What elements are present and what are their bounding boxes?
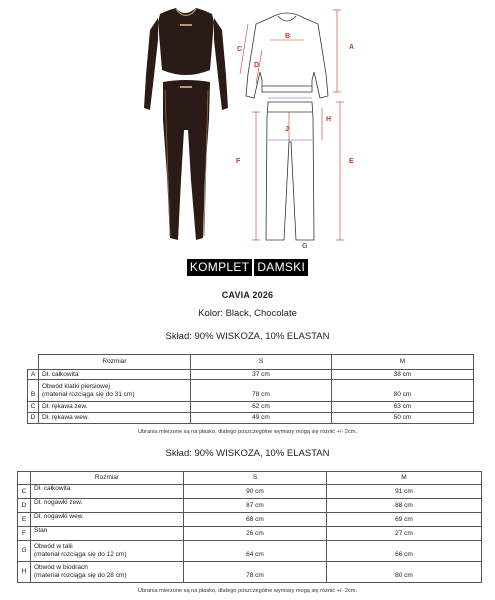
row-name: Dł. nogawki zew. bbox=[31, 499, 184, 513]
table-row bbox=[18, 562, 482, 583]
row-name: Dł. rękawa wew. bbox=[39, 413, 191, 424]
product-illustration bbox=[0, 0, 495, 252]
table-header-row bbox=[28, 355, 474, 370]
dim-label-b: B bbox=[285, 33, 291, 40]
row-value-m: 69 cm bbox=[327, 513, 482, 527]
row-letter: E bbox=[18, 513, 31, 527]
row-value-s: 64 cm bbox=[184, 541, 327, 562]
row-name: Stan bbox=[31, 527, 184, 541]
top-size-table bbox=[27, 354, 474, 424]
dim-label-h: H bbox=[326, 116, 332, 123]
row-letter: G bbox=[18, 541, 31, 562]
row-letter: C bbox=[28, 402, 39, 413]
product-color: Kolor: Black, Chocolate bbox=[198, 308, 297, 319]
row-name: Dł. całkowita bbox=[31, 485, 184, 499]
row-name: Dł. nogawki wew. bbox=[31, 513, 184, 527]
dim-label-f: F bbox=[236, 158, 241, 165]
header-cell-size: Rozmiar bbox=[39, 355, 191, 370]
row-letter: D bbox=[18, 499, 31, 513]
dim-label-d: D bbox=[254, 62, 260, 69]
row-value-m: 88 cm bbox=[327, 499, 482, 513]
row-name: Dł. rękawa zew. bbox=[39, 402, 191, 413]
row-value-s: 62 cm bbox=[191, 402, 332, 413]
table-row bbox=[18, 527, 482, 541]
row-value-m: 50 cm bbox=[332, 413, 474, 424]
top-table-note: Ubrania mierzone są na płasko, dlatego poszczególne wymiary mogą się różnić +/- 2cm. bbox=[137, 429, 358, 435]
table-row bbox=[28, 413, 474, 424]
row-name: Obwód klatki piersiowej bbox=[42, 382, 110, 390]
row-name-sub: (materiał rozciąga się do 28 cm) bbox=[34, 572, 127, 579]
bottom-size-table bbox=[17, 471, 482, 583]
row-value-s: 37 cm bbox=[191, 370, 332, 380]
header-cell-letter bbox=[28, 355, 39, 370]
model-photo bbox=[144, 8, 228, 240]
row-letter: C bbox=[18, 485, 31, 499]
row-value-m: 80 cm bbox=[332, 380, 474, 402]
table-header-row bbox=[18, 472, 482, 485]
badge-damski: DAMSKI bbox=[254, 259, 308, 276]
product-figure bbox=[0, 0, 495, 252]
table-row bbox=[18, 513, 482, 527]
row-value-s: 78 cm bbox=[184, 562, 327, 583]
table-row bbox=[18, 485, 482, 499]
header-cell-size: Rozmiar bbox=[31, 472, 184, 485]
header-cell-letter bbox=[18, 472, 31, 485]
row-name: Obwód w biodrach bbox=[34, 564, 88, 571]
row-name-cell bbox=[31, 541, 184, 562]
row-name: Obwód w talii bbox=[34, 543, 73, 550]
product-name: CAVIA 2026 bbox=[221, 290, 274, 300]
row-letter: F bbox=[18, 527, 31, 541]
table-row bbox=[28, 380, 474, 402]
top-drawing bbox=[246, 13, 328, 98]
row-letter: B bbox=[28, 380, 39, 402]
table-row bbox=[18, 541, 482, 562]
row-name: Dł. całkowita bbox=[39, 370, 191, 380]
row-name-cell bbox=[31, 562, 184, 583]
bottom-composition: Skład: 90% WISKOZA, 10% ELASTAN bbox=[165, 448, 330, 459]
row-name-cell bbox=[39, 380, 191, 402]
row-value-m: 27 cm bbox=[327, 527, 482, 541]
row-value-m: 38 cm bbox=[332, 370, 474, 380]
row-value-m: 66 cm bbox=[327, 541, 482, 562]
row-letter: A bbox=[28, 370, 39, 380]
row-value-m: 91 cm bbox=[327, 485, 482, 499]
dim-label-c: C bbox=[237, 46, 243, 53]
title-badges bbox=[0, 259, 495, 276]
dim-label-a: A bbox=[349, 44, 355, 51]
header-cell-m: M bbox=[327, 472, 482, 485]
row-value-s: 49 cm bbox=[191, 413, 332, 424]
row-letter: D bbox=[28, 413, 39, 424]
row-name-sub: (materiał rozciąga się do 31 cm) bbox=[42, 390, 135, 398]
pants-drawing bbox=[266, 102, 314, 240]
row-letter: H bbox=[18, 562, 31, 583]
row-name-sub: (materiał rozciąga się do 12 cm) bbox=[34, 551, 127, 558]
dim-label-g: G bbox=[302, 243, 308, 250]
header-cell-s: S bbox=[191, 355, 332, 370]
row-value-s: 68 cm bbox=[184, 513, 327, 527]
table-row bbox=[28, 402, 474, 413]
bottom-table-note: Ubrania mierzone są na płasko, dlatego poszczególne wymiary mogą się różnić +/- 2cm. bbox=[137, 588, 358, 594]
row-value-s: 87 cm bbox=[184, 499, 327, 513]
header-cell-m: M bbox=[332, 355, 474, 370]
row-value-s: 90 cm bbox=[184, 485, 327, 499]
top-composition: Skład: 90% WISKOZA, 10% ELASTAN bbox=[165, 331, 330, 342]
row-value-s: 78 cm bbox=[191, 380, 332, 402]
row-value-s: 26 cm bbox=[184, 527, 327, 541]
row-value-m: 80 cm bbox=[327, 562, 482, 583]
badge-komplet: KOMPLET bbox=[187, 259, 252, 276]
dim-label-e: E bbox=[349, 158, 354, 165]
header-cell-s: S bbox=[184, 472, 327, 485]
table-row bbox=[18, 499, 482, 513]
row-value-m: 63 cm bbox=[332, 402, 474, 413]
table-row bbox=[28, 370, 474, 380]
dim-label-j: J bbox=[285, 126, 289, 133]
